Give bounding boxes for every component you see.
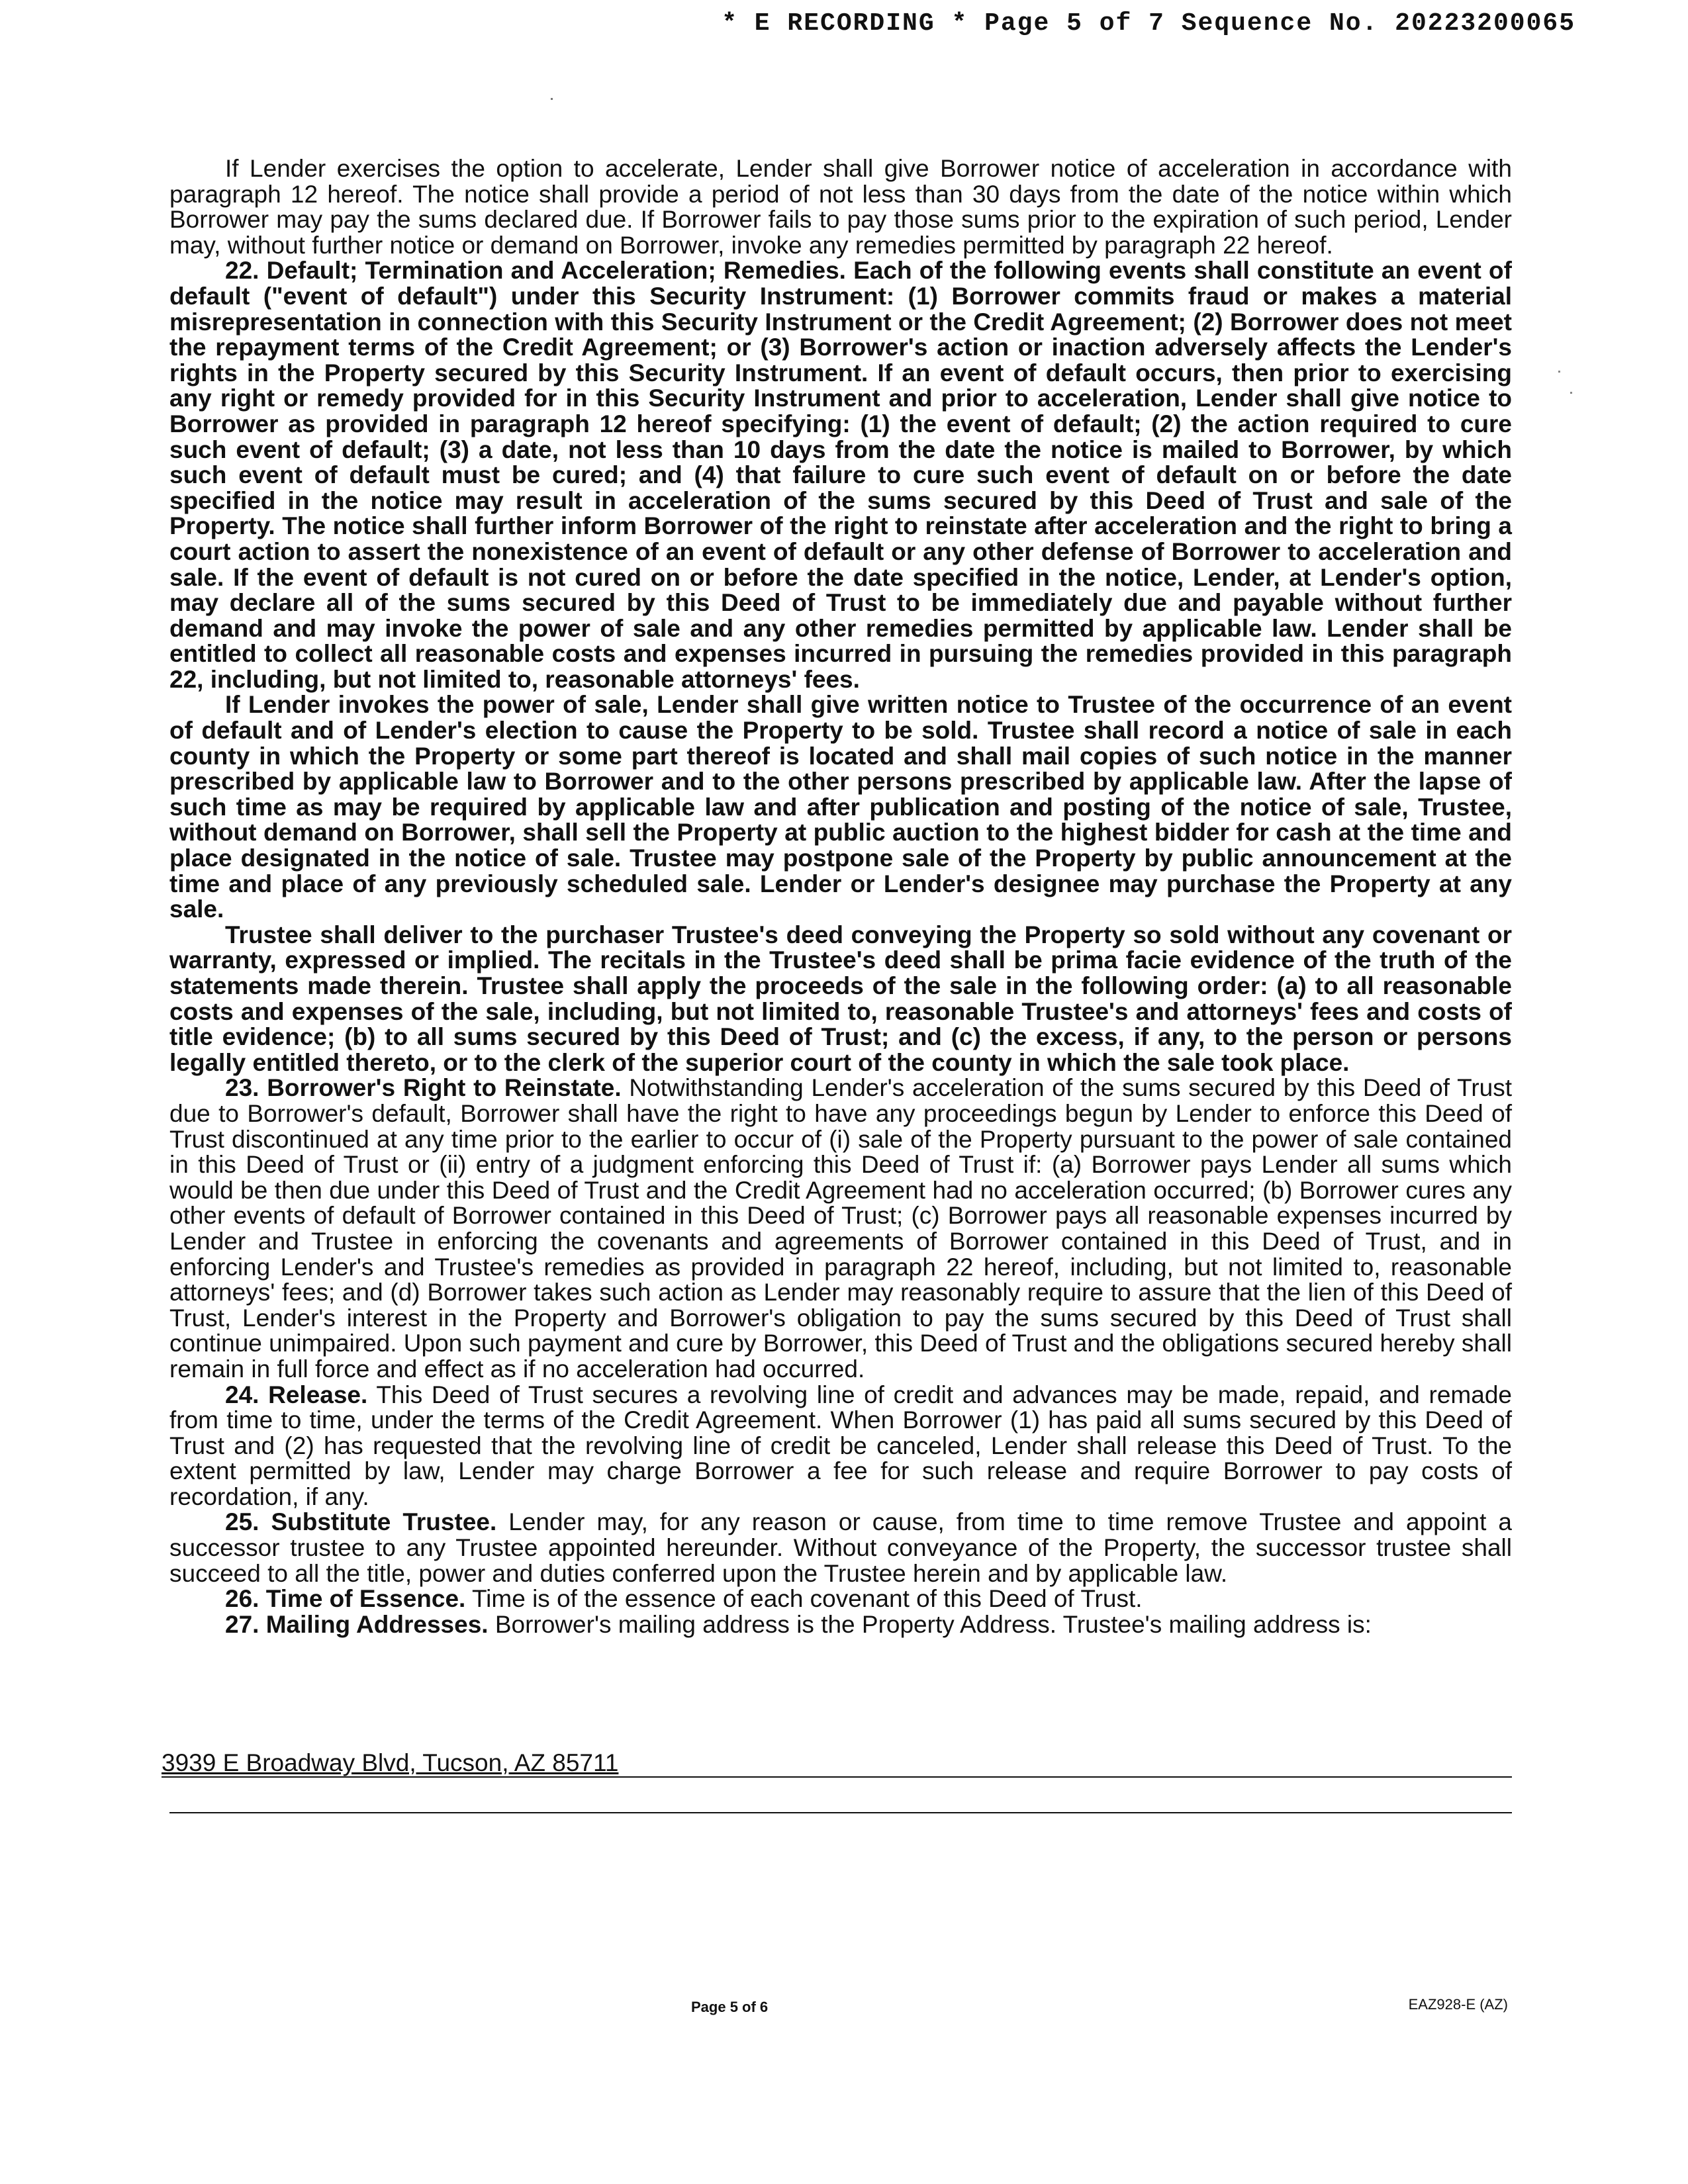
scan-speck	[551, 98, 553, 100]
paragraph-text: Time is of the essence of each covenant of this Deed of Trust.	[465, 1585, 1143, 1613]
paragraph-26-time-of-essence	[169, 1586, 1512, 1612]
document-body	[169, 156, 1512, 1637]
paragraph-text: This Deed of Trust secures a revolving line of credit and advances may be made, repaid, and remade from time to time, under the terms of the Credit Agreement. When Borrower (1) has paid all sums secured by this Deed of Trust and (2) has requested that the revolving line of credit be canceled, Lender shall release this Deed of Trust. To the extent permitted by law, Lender may charge Borrower a fee for such release and require Borrower to pay costs of recordation, if any.	[169, 1381, 1512, 1510]
paragraph-text: Notwithstanding Lender's acceleration of the sums secured by this Deed of Trust due to Borrower's default, Borrower shall have the right to have any proceedings begun by Lender to enforce this Deed of Trust discontinued at any time prior to the earlier to occur of (i) sale of the Property pursuant to the power of sale contained in this Deed of Trust or (ii) entry of a judgment enforcing this Deed of Trust if: (a) Borrower pays Lender all sums which would be then due under this Deed of Trust and the Credit Agreement had no acceleration occurred; (b) Borrower cures any other events of default of Borrower contained in this Deed of Trust; (c) Borrower pays all reasonable expenses incurred by Lender and Trustee in enforcing the covenants and agreements of Borrower contained in this Deed of Trust, and in enforcing Lender's and Trustee's remedies as provided in paragraph 22 hereof, including, but not limited to, reasonable attorneys' fees; and (d) Borrower takes such action as Lender may reasonably require to assure that the lien of this Deed of Trust, Lender's interest in the Property and Borrower's obligation to pay the sums secured by this Deed of Trust shall continue unimpaired. Upon such payment and cure by Borrower, this Deed of Trust and the obligations secured hereby shall remain in full force and effect as if no acceleration had occurred.	[169, 1074, 1512, 1383]
section-heading-25: 25. Substitute Trustee.	[225, 1508, 497, 1536]
recording-stamp: * E RECORDING * Page 5 of 7 Sequence No. 20223200065	[722, 9, 1575, 38]
page-number: Page 5 of 6	[691, 1999, 769, 2015]
section-heading-26: 26. Time of Essence.	[225, 1585, 466, 1613]
paragraph-text: If Lender exercises the option to accelerate, Lender shall give Borrower notice of acceleration in accordance with paragraph 12 hereof. The notice shall provide a period of not less than 30 days from the date of the notice within which Borrower may pay the sums declared due. If Borrower fails to pay those sums prior to the expiration of such period, Lender may, without further notice or demand on Borrower, invoke any remedies permitted by paragraph 22 hereof.	[169, 155, 1512, 259]
section-heading-22: 22. Default; Termination and Acceleration; Remedies.	[225, 257, 846, 285]
section-heading-24: 24. Release.	[225, 1381, 368, 1408]
paragraph-text: Borrower's mailing address is the Property Address. Trustee's mailing address is:	[488, 1610, 1372, 1638]
paragraph-text: Each of the following events shall constitute an event of default ("event of default") under this Security Instrument: (1) Borrower commits fraud or makes a material misrepresentation in connection with this Security Instrument or the Credit Agreement; (2) Borrower does not meet the repayment terms of the Credit Agreement; or (3) Borrower's action or inaction adversely affects the Lender's rights in the Property secured by this Security Instrument. If an event of default occurs, then prior to exercising any right or remedy provided for in this Security Instrument and prior to acceleration, Lender shall give notice to Borrower as provided in paragraph 12 hereof specifying: (1) the event of default; (2) the action required to cure such event of default; (3) a date, not less than 10 days from the date the notice is mailed to Borrower, by which such event of default must be cured; and (4) that failure to cure such event of default on or before the date specified in the notice may result in acceleration of the sums secured by this Deed of Trust and sale of the Property. The notice shall further inform Borrower of the right to reinstate after acceleration and the right to bring a court action to assert the nonexistence of an event of default or any other defense of Borrower to acceleration and sale. If the event of default is not cured on or before the date specified in the notice, Lender, at Lender's option, may declare all of the sums secured by this Deed of Trust to be immediately due and payable without further demand and may invoke the power of sale and any other remedies permitted by applicable law. Lender shall be entitled to collect all reasonable costs and expenses incurred in pursuing the remedies provided in this paragraph 22, including, but not limited to, reasonable attorneys' fees.	[169, 257, 1512, 693]
paragraph-text: Trustee shall deliver to the purchaser Trustee's deed conveying the Property so sold without any covenant or warranty, expressed or implied. The recitals in the Trustee's deed shall be prima facie evidence of the truth of the statements made therein. Trustee shall apply the proceeds of the sale in the following order: (a) to all reasonable costs and expenses of the sale, including, but not limited to, reasonable Trustee's and attorneys' fees and costs of title evidence; (b) to all sums secured by this Deed of Trust; and (c) the excess, if any, to the person or persons legally entitled thereto, or to the clerk of the superior court of the county in which the sale took place.	[169, 921, 1512, 1076]
paragraph-text: If Lender invokes the power of sale, Lender shall give written notice to Trustee of the occurrence of an event of default and of Lender's election to cause the Property to be sold. Trustee shall record a notice of sale in each county in which the Property or some part thereof is located and shall mail copies of such notice in the manner prescribed by applicable law to Borrower and to the other persons prescribed by applicable law. After the lapse of such time as may be required by applicable law and after publication and posting of the notice of sale, Trustee, without demand on Borrower, shall sell the Property at public auction to the highest bidder for cash at the time and place designated in the notice of sale. Trustee may postpone sale of the Property by public announcement at the time and place of any previously scheduled sale. Lender or Lender's designee may purchase the Property at any sale.	[169, 691, 1512, 923]
scan-speck	[1570, 392, 1572, 394]
trustee-address: 3939 E Broadway Blvd, Tucson, AZ 85711	[162, 1749, 619, 1776]
form-code: EAZ928-E (AZ)	[1408, 1996, 1508, 2013]
scan-speck	[1558, 371, 1560, 373]
paragraph-23-reinstate	[169, 1075, 1512, 1382]
section-heading-23: 23. Borrower's Right to Reinstate.	[225, 1074, 622, 1102]
paragraph-22-default-remedies	[169, 258, 1512, 692]
paragraph-24-release	[169, 1383, 1512, 1510]
paragraph-acceleration-notice	[169, 156, 1512, 258]
address-line-1	[162, 1747, 1512, 1778]
paragraph-trustee-deed	[169, 923, 1512, 1076]
paragraph-27-mailing-addresses	[169, 1612, 1512, 1638]
section-heading-27: 27. Mailing Addresses.	[225, 1610, 489, 1638]
address-line-2	[169, 1778, 1512, 1813]
paragraph-power-of-sale	[169, 692, 1512, 922]
paragraph-text: Lender may, for any reason or cause, from time to time remove Trustee and appoint a successor trustee to any Trustee appointed hereunder. Without conveyance of the Property, the successor trustee shall succeed to all the title, power and duties conferred upon the Trustee herein and by applicable law.	[169, 1508, 1512, 1587]
trustee-address-block	[162, 1747, 1512, 1813]
paragraph-25-substitute-trustee	[169, 1510, 1512, 1586]
